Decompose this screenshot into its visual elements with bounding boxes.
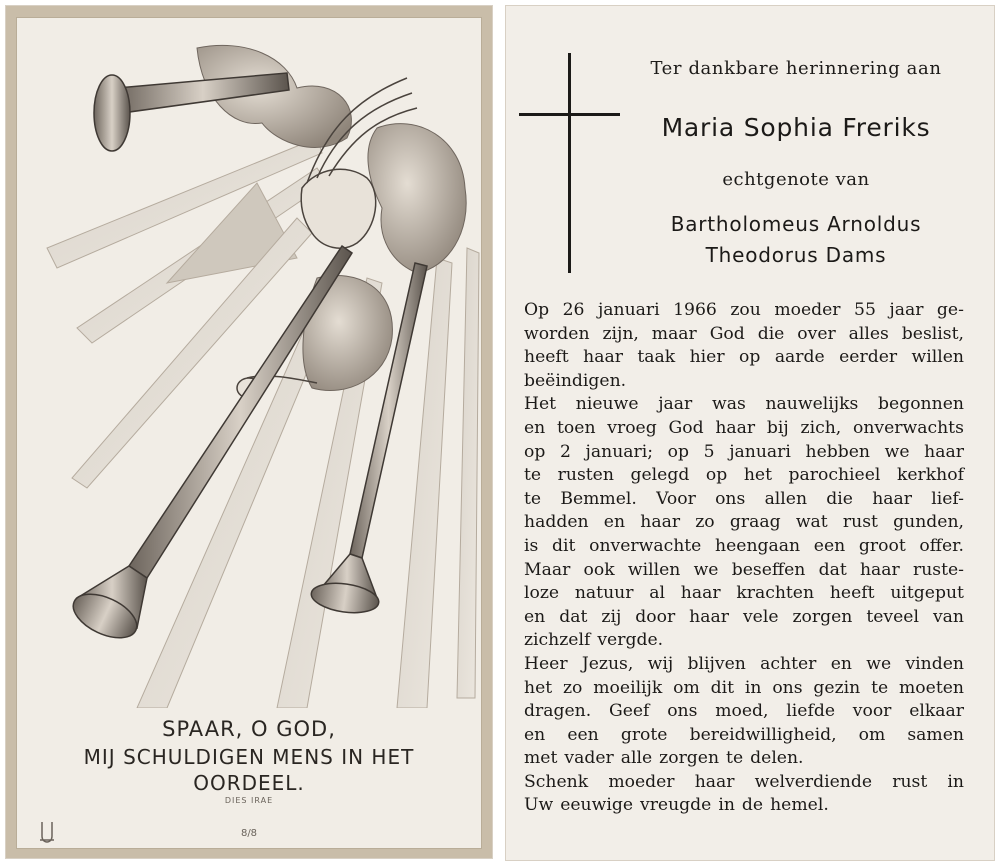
obituary-line: en dat zij door haar vele zorgen teveel van — [524, 606, 964, 627]
motto-source-label: DIES IRAE — [224, 796, 274, 805]
spouse-name-line-1: Bartholomeus Arnoldus — [670, 212, 922, 236]
left-card-front — [6, 6, 492, 858]
intro-line: Ter dankbare herinnering aan — [650, 58, 942, 79]
obituary-line: Op 26 januari 1966 zou moeder 55 jaar ge- — [524, 300, 964, 320]
angel-trumpets-illustration — [17, 18, 481, 708]
obituary-line: worden zijn, maar God die over alles beslist, — [524, 323, 964, 344]
obituary-line: dragen. Geef ons moed, liefde voor elkaar — [524, 701, 964, 722]
obituary-line: te Bemmel. Voor ons allen die haar lief- — [524, 488, 964, 509]
obituary-line: Maar ook willen we beseffen dat haar ruste- — [524, 559, 964, 580]
obituary-line: met vader alle zorgen te delen. — [524, 748, 804, 769]
motto-line-2: MIJ SCHULDIGEN MENS IN HET — [83, 745, 415, 769]
left-card-inner-panel — [16, 17, 482, 849]
obituary-line: beëindigen. — [524, 370, 627, 391]
obituary-line: Heer Jezus, wij blijven achter en we vinden — [524, 653, 964, 674]
obituary-line: hadden en haar zo graag wat rust gunden, — [524, 512, 964, 533]
relation-line: echtgenote van — [722, 169, 870, 190]
publisher-mark-icon — [39, 820, 55, 846]
cross-icon-horizontal — [519, 113, 620, 116]
obituary-line: Het nieuwe jaar was nauwelijks begonnen — [524, 394, 964, 415]
cross-icon-vertical — [568, 53, 571, 273]
print-code: 8/8 — [240, 828, 258, 839]
obituary-line: en een grote bereidwilligheid, om samen — [524, 724, 964, 745]
obituary-line: Schenk moeder haar welverdiende rust in — [524, 771, 964, 792]
obituary-line: en toen vroeg God haar bij zich, onverwachts — [524, 417, 964, 438]
obituary-line: heeft haar taak hier op aarde eerder willen — [524, 347, 964, 368]
spouse-name-line-2: Theodorus Dams — [705, 243, 887, 267]
right-card-back — [506, 6, 994, 860]
obituary-line: is dit onverwachte heengaan een groot offer. — [524, 535, 964, 556]
obituary-line: te rusten gelegd op het parochieel kerkhof — [524, 465, 964, 486]
obituary-line: op 2 januari; op 5 januari hebben we haar — [524, 441, 964, 462]
obituary-line: loze natuur al haar krachten heeft uitgeput — [524, 583, 964, 604]
motto-line-1: SPAAR, O GOD, — [162, 717, 336, 741]
obituary-line: het zo moeilijk om dit in ons gezin te moeten — [524, 677, 964, 698]
motto-line-3: OORDEEL. — [193, 771, 305, 795]
obituary-line: zichzelf vergde. — [524, 630, 664, 651]
deceased-name: Maria Sophia Freriks — [661, 113, 931, 142]
obituary-line: Uw eeuwige vreugde in de hemel. — [524, 795, 829, 816]
obituary-text — [524, 299, 964, 818]
